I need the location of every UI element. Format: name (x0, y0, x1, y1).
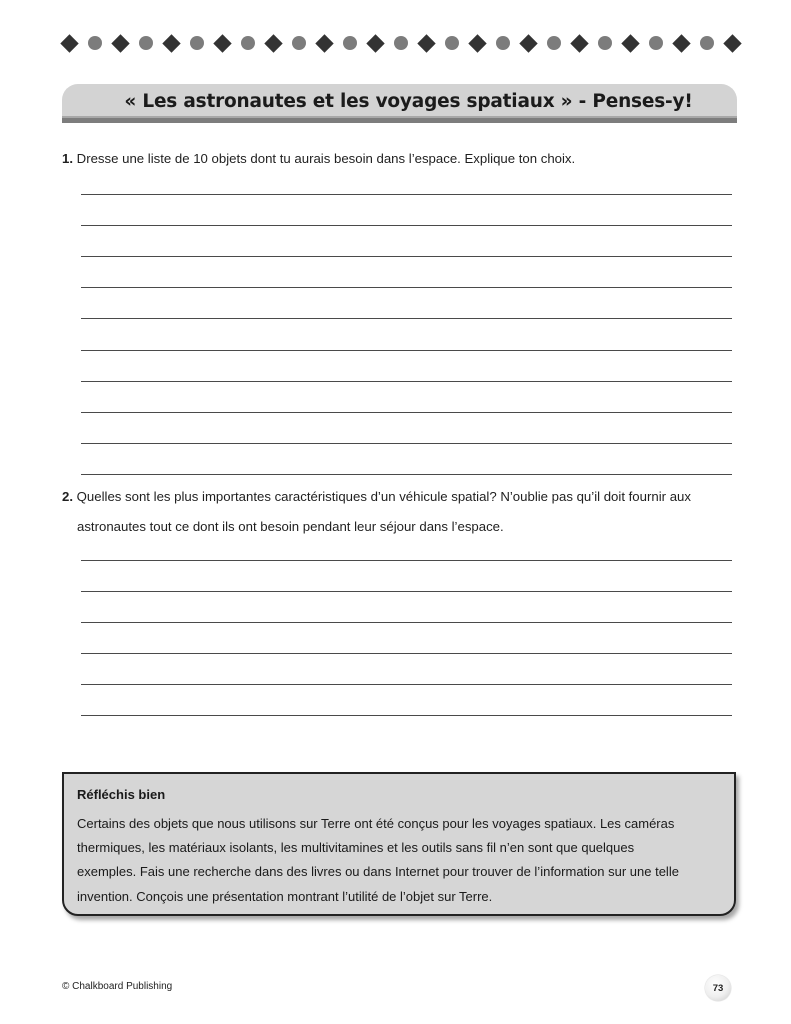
diamond-icon (60, 34, 78, 52)
answer-line[interactable] (81, 715, 732, 716)
circle-icon (547, 36, 561, 50)
diamond-icon (111, 34, 129, 52)
decorative-border (62, 33, 740, 53)
circle-icon (598, 36, 612, 50)
question-text: Dresse une liste de 10 objets dont tu aurais besoin dans l’espace. Explique ton choix. (76, 151, 576, 166)
circle-icon (241, 36, 255, 50)
page-title: « Les astronautes et les voyages spatiaux » - Penses-y! (124, 90, 693, 112)
answer-line[interactable] (81, 622, 732, 623)
circle-icon (343, 36, 357, 50)
answer-line[interactable] (81, 194, 732, 195)
diamond-icon (570, 34, 588, 52)
circle-icon (292, 36, 306, 50)
answer-line[interactable] (81, 653, 732, 654)
diamond-icon (366, 34, 384, 52)
question-number: 2. (62, 489, 73, 504)
think-box-title: Réfléchis bien (77, 787, 166, 802)
diamond-icon (315, 34, 333, 52)
think-box-body (77, 812, 727, 909)
diamond-icon (519, 34, 537, 52)
circle-icon (190, 36, 204, 50)
diamond-icon (213, 34, 231, 52)
think-box-line: thermiques, les matériaux isolants, les multivitamines et les outils sans fil n’en sont que quelques (77, 840, 635, 856)
answer-line[interactable] (81, 684, 732, 685)
diamond-icon (672, 34, 690, 52)
think-box-line: exemples. Fais une recherche dans des livres ou dans Internet pour trouver de l’information sur une telle (77, 864, 679, 880)
page-number: 73 (712, 982, 724, 994)
answer-line[interactable] (81, 318, 732, 319)
diamond-icon (162, 34, 180, 52)
answer-line[interactable] (81, 381, 732, 382)
diamond-icon (468, 34, 486, 52)
circle-icon (445, 36, 459, 50)
think-box-line: Certains des objets que nous utilisons sur Terre ont été conçus pour les voyages spatiaux. Les caméras (77, 816, 675, 831)
question-1 (62, 144, 742, 174)
copyright-notice: © Chalkboard Publishing (62, 981, 173, 992)
page-number-badge (705, 975, 731, 1001)
question-number: 1. (62, 151, 73, 166)
circle-icon (496, 36, 510, 50)
question-text-line-2: astronautes tout ce dont ils ont besoin pendant leur séjour dans l’espace. (77, 519, 504, 534)
answer-line[interactable] (81, 591, 732, 592)
question-2 (62, 482, 742, 542)
answer-line[interactable] (81, 256, 732, 257)
circle-icon (88, 36, 102, 50)
diamond-icon (264, 34, 282, 52)
answer-line[interactable] (81, 443, 732, 444)
title-banner (62, 84, 737, 123)
think-box (62, 772, 736, 916)
think-box-line: invention. Conçois une présentation montrant l’utilité de l’objet sur Terre. (77, 888, 493, 904)
answer-line[interactable] (81, 474, 732, 475)
diamond-icon (723, 34, 741, 52)
question-text-line-1: Quelles sont les plus importantes caractéristiques d’un véhicule spatial? N’oublie pas qu’il doit fournir aux (76, 489, 691, 504)
answer-line[interactable] (81, 287, 732, 288)
answer-line[interactable] (81, 412, 732, 413)
diamond-icon (621, 34, 639, 52)
answer-line[interactable] (81, 560, 732, 561)
circle-icon (139, 36, 153, 50)
diamond-icon (417, 34, 435, 52)
circle-icon (649, 36, 663, 50)
answer-line[interactable] (81, 225, 732, 226)
answer-line[interactable] (81, 350, 732, 351)
circle-icon (394, 36, 408, 50)
circle-icon (700, 36, 714, 50)
